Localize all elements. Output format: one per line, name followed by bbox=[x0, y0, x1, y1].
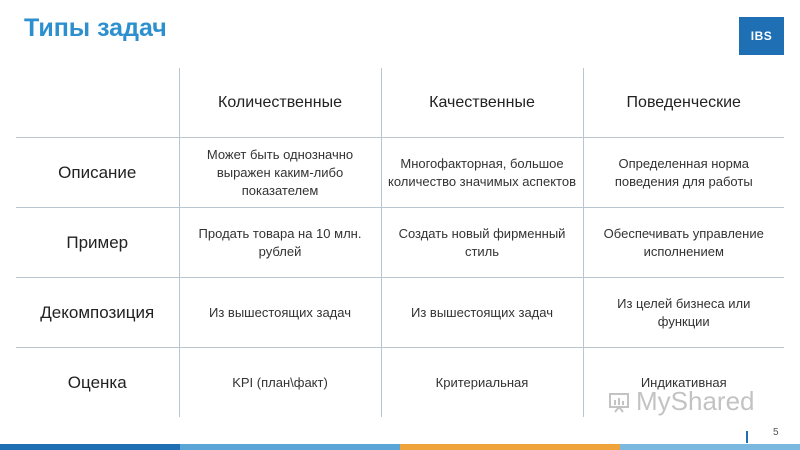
watermark-text: MyShared bbox=[636, 386, 755, 416]
logo-text: IBS bbox=[750, 29, 773, 43]
table-cell: Определенная норма поведения для работы bbox=[583, 138, 784, 208]
footer-color-bar bbox=[0, 444, 800, 450]
row-label: Декомпозиция bbox=[16, 278, 179, 348]
table-row-decomposition bbox=[16, 278, 784, 348]
task-types-table bbox=[16, 68, 784, 417]
column-header-qualitative: Качественные bbox=[381, 68, 583, 138]
row-label: Пример bbox=[16, 208, 179, 278]
footer-bar-segment bbox=[620, 444, 800, 450]
table-cell: Из целей бизнеса или функции bbox=[583, 278, 784, 348]
row-label: Описание bbox=[16, 138, 179, 208]
table-row-description bbox=[16, 138, 784, 208]
table-cell: Многофакторная, большое количество значимых аспектов bbox=[381, 138, 583, 208]
table-cell: Обеспечивать управление исполнением bbox=[583, 208, 784, 278]
table-cell: Из вышестоящих задач bbox=[381, 278, 583, 348]
table-cell: Продать товара на 10 млн. рублей bbox=[179, 208, 381, 278]
table-cell: Критериальная bbox=[381, 348, 583, 418]
column-header-quantitative: Количественные bbox=[179, 68, 381, 138]
table-cell: Из вышестоящих задач bbox=[179, 278, 381, 348]
table-cell: Индикативная bbox=[583, 348, 784, 418]
header-empty-cell bbox=[16, 68, 179, 138]
presentation-icon bbox=[608, 391, 630, 413]
slide-title: Типы задач bbox=[24, 14, 167, 42]
table-cell: KPI (план\факт) bbox=[179, 348, 381, 418]
footer-bar-segment bbox=[0, 444, 180, 450]
page-marker bbox=[746, 431, 748, 443]
footer-bar-segment bbox=[180, 444, 400, 450]
myshared-watermark bbox=[608, 386, 755, 417]
page-number: 5 bbox=[773, 427, 779, 438]
ibs-logo bbox=[739, 17, 784, 55]
row-label: Оценка bbox=[16, 348, 179, 418]
footer-bar-segment bbox=[400, 444, 620, 450]
table-cell: Создать новый фирменный стиль bbox=[381, 208, 583, 278]
table-cell: Может быть однозначно выражен каким-либо показателем bbox=[179, 138, 381, 208]
column-header-behavioral: Поведенческие bbox=[583, 68, 784, 138]
table-header-row bbox=[16, 68, 784, 138]
table-row-example bbox=[16, 208, 784, 278]
